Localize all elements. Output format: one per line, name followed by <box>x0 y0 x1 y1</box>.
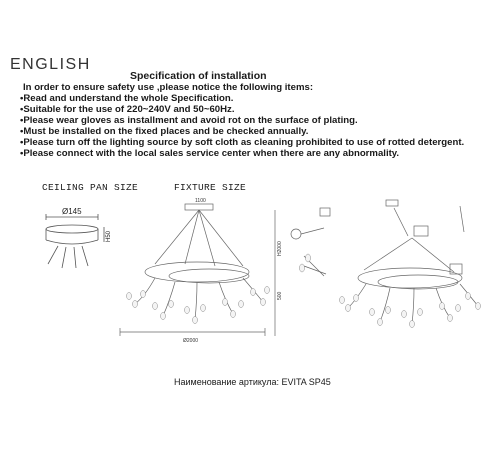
fixture-width-dimension: Ø2000 <box>183 338 199 344</box>
fixture-top-dimension: 1100 <box>195 198 206 204</box>
fixture-drawing <box>115 196 285 356</box>
spec-intro: In order to ensure safety use ,please notice the following items: <box>23 82 314 93</box>
fixture-height-dimension: H2000 <box>277 241 283 256</box>
spec-item: •Please turn off the lighting source by soft cloth as cleaning prohibited to use of rotted detergent. <box>20 137 465 148</box>
spec-item: •Please wear gloves as installment and avoid rot on the surface of plating. <box>20 115 358 126</box>
ceiling-pan-drawing <box>30 196 120 276</box>
fixture-side-dimension: 500 <box>277 291 283 300</box>
language-heading: ENGLISH <box>10 56 91 73</box>
spec-item: •Must be installed on the fixed places and be checked annually. <box>20 126 309 137</box>
spec-title: Specification of installation <box>130 70 267 82</box>
ceiling-diameter: Ø145 <box>62 207 82 216</box>
installation-steps-drawing <box>284 196 484 356</box>
spec-item: •Read and understand the whole Specification. <box>20 93 234 104</box>
spec-item: •Please connect with the local sales service center when there are any abnormality. <box>20 148 400 159</box>
spec-list <box>20 82 464 159</box>
article-name: Наименование артикула: EVITA SP45 <box>174 377 331 387</box>
spec-item: •Suitable for the use of 220~240V and 50~60Hz. <box>20 104 235 115</box>
ceiling-height: H50 <box>106 230 112 242</box>
fixture-size-label: FIXTURE SIZE <box>174 182 247 193</box>
ceiling-pan-label: CEILING PAN SIZE <box>42 182 139 193</box>
